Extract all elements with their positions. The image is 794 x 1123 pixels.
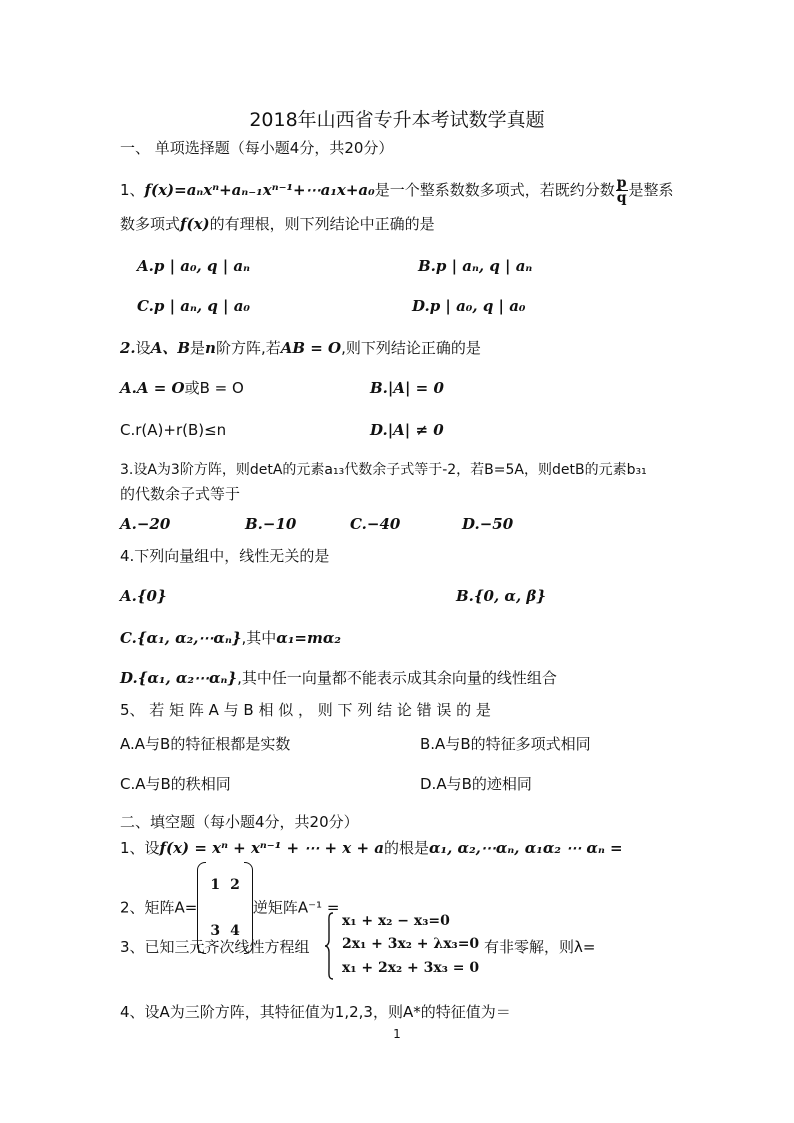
q4-option-c-math2: α₁=mα₂ [276, 629, 341, 647]
matrix-cell: 2 [230, 877, 240, 893]
q3-stem-line1: 3.设A为3阶方阵，则detA的元素a₁₃代数余子式等于-2，若B=5A，则detB的元素b₃₁ [120, 462, 647, 478]
q1-text1: 是一个整系数数多项式，若既约分数 [374, 181, 615, 199]
fill2-pre: 2、矩阵A= [120, 898, 198, 917]
q2-option-a-math: A.A = O [120, 379, 185, 397]
fill3-post: 有非零解，则λ= [484, 938, 596, 956]
q3-stem-line2: 的代数余子式等于 [120, 485, 241, 503]
q1-option-d: D.p | a₀, q | a₀ [412, 297, 526, 315]
page-title: 2018年山西省专升本考试数学真题 [249, 109, 545, 131]
q2-text-a: 设 [135, 339, 151, 357]
fill3-pre: 3、已知三元齐次线性方程组 [120, 938, 310, 956]
fill3-equation-3: x₁ + 2x₂ + 3x₃ = 0 [342, 960, 480, 976]
q5-option-a: A.A与B的特征根都是实数 [120, 735, 291, 753]
q2-math-c: AB = O [280, 339, 342, 357]
matrix-cell: 4 [230, 923, 240, 939]
q2-math-b: n [205, 339, 216, 357]
q4-option-c-math: C.{α₁, α₂,⋯αₙ} [120, 629, 242, 647]
fill1 [120, 838, 623, 858]
fill2-post: 逆矩阵A⁻¹ = [252, 898, 340, 917]
q1-frac-denominator: q [616, 190, 627, 206]
fill1-mid: 的根是 [383, 839, 429, 857]
q2-stem [120, 338, 481, 358]
q1-stem-line2 [120, 214, 435, 234]
q5-option-d: D.A与B的迹相同 [420, 775, 532, 793]
section1-heading: 一、 单项选择题（每小题4分，共20分） [120, 139, 394, 157]
q1-option-c: C.p | aₙ, q | a₀ [137, 297, 250, 315]
q4-option-a: A.{0} [120, 587, 167, 605]
q2-text-b: 是 [190, 339, 206, 357]
q3-option-d: D.−50 [462, 515, 514, 533]
q3-option-b: B.−10 [245, 515, 297, 533]
q5-stem: 5、 若 矩 阵 A 与 B 相 似 ， 则 下 列 结 论 错 误 的 是 [120, 701, 491, 719]
q2-number: 2. [120, 339, 136, 357]
q4-option-c-text: ,其中 [241, 629, 277, 647]
section2-heading: 二、填空题（每小题4分，共20分） [120, 813, 359, 831]
q1-text3-post: 的有理根，则下列结论中正确的是 [209, 215, 435, 233]
q1-text2: 是整系 [628, 181, 674, 199]
q1-fraction [616, 176, 628, 205]
fill4: 4、设A为三阶方阵，其特征值为1,2,3，则A*的特征值为＝ [120, 1003, 511, 1021]
q2-option-b: B.|A| = 0 [370, 379, 444, 397]
q1-stem-line1 [120, 176, 674, 205]
q1-text3-pre: 数多项式 [120, 215, 181, 233]
matrix-cell: 3 [210, 923, 221, 939]
q1-polynomial: f(x)=aₙxⁿ+aₙ₋₁xⁿ⁻¹+⋯a₁x+a₀ [144, 181, 375, 199]
q4-option-d-math: D.{α₁, α₂⋯αₙ} [120, 669, 238, 687]
q4-stem: 4.下列向量组中，线性无关的是 [120, 547, 330, 565]
q2-option-a-text: 或B = O [184, 379, 244, 397]
fill1-roots: α₁, α₂,⋯αₙ, α₁α₂ ⋯ αₙ = [429, 839, 623, 857]
system-brace-icon [324, 912, 334, 980]
q4-option-d-text: ,其中任一向量都不能表示成其余向量的线性组合 [237, 669, 557, 687]
q1-option-a: A.p | a₀, q | aₙ [137, 257, 250, 275]
q2-text-d: ,则下列结论正确的是 [341, 339, 481, 357]
fill3-equation-2: 2x₁ + 3x₂ + λx₃=0 [342, 936, 480, 952]
q2-option-c: C.r(A)+r(B)≤n [120, 421, 227, 439]
q5-option-b: B.A与B的特征多项式相同 [420, 735, 591, 753]
q2-option-a [120, 378, 244, 398]
q1-frac-numerator: p [616, 175, 627, 191]
q1-fx: f(x) [180, 215, 210, 233]
matrix-cell: 1 [210, 877, 221, 893]
fill1-pre: 1、设 [120, 839, 160, 857]
q5-option-c: C.A与B的秩相同 [120, 775, 231, 793]
q4-option-b: B.{0, α, β} [456, 587, 547, 605]
fill3-equation-1: x₁ + x₂ − x₃=0 [342, 913, 450, 929]
q3-option-a: A.−20 [120, 515, 171, 533]
q3-option-c: C.−40 [350, 515, 401, 533]
q2-math-a: A、B [150, 339, 191, 357]
q4-option-d [120, 668, 557, 688]
page-number: 1 [393, 1027, 401, 1041]
q1-option-b: B.p | aₙ, q | aₙ [418, 257, 533, 275]
q4-option-c [120, 628, 341, 648]
q1-number: 1、 [120, 181, 145, 199]
fill1-polynomial: f(x) = xⁿ + xⁿ⁻¹ + ⋯ + x + a [159, 839, 384, 857]
q2-option-d: D.|A| ≠ 0 [370, 421, 444, 439]
q2-text-c: 阶方阵,若 [215, 339, 281, 357]
